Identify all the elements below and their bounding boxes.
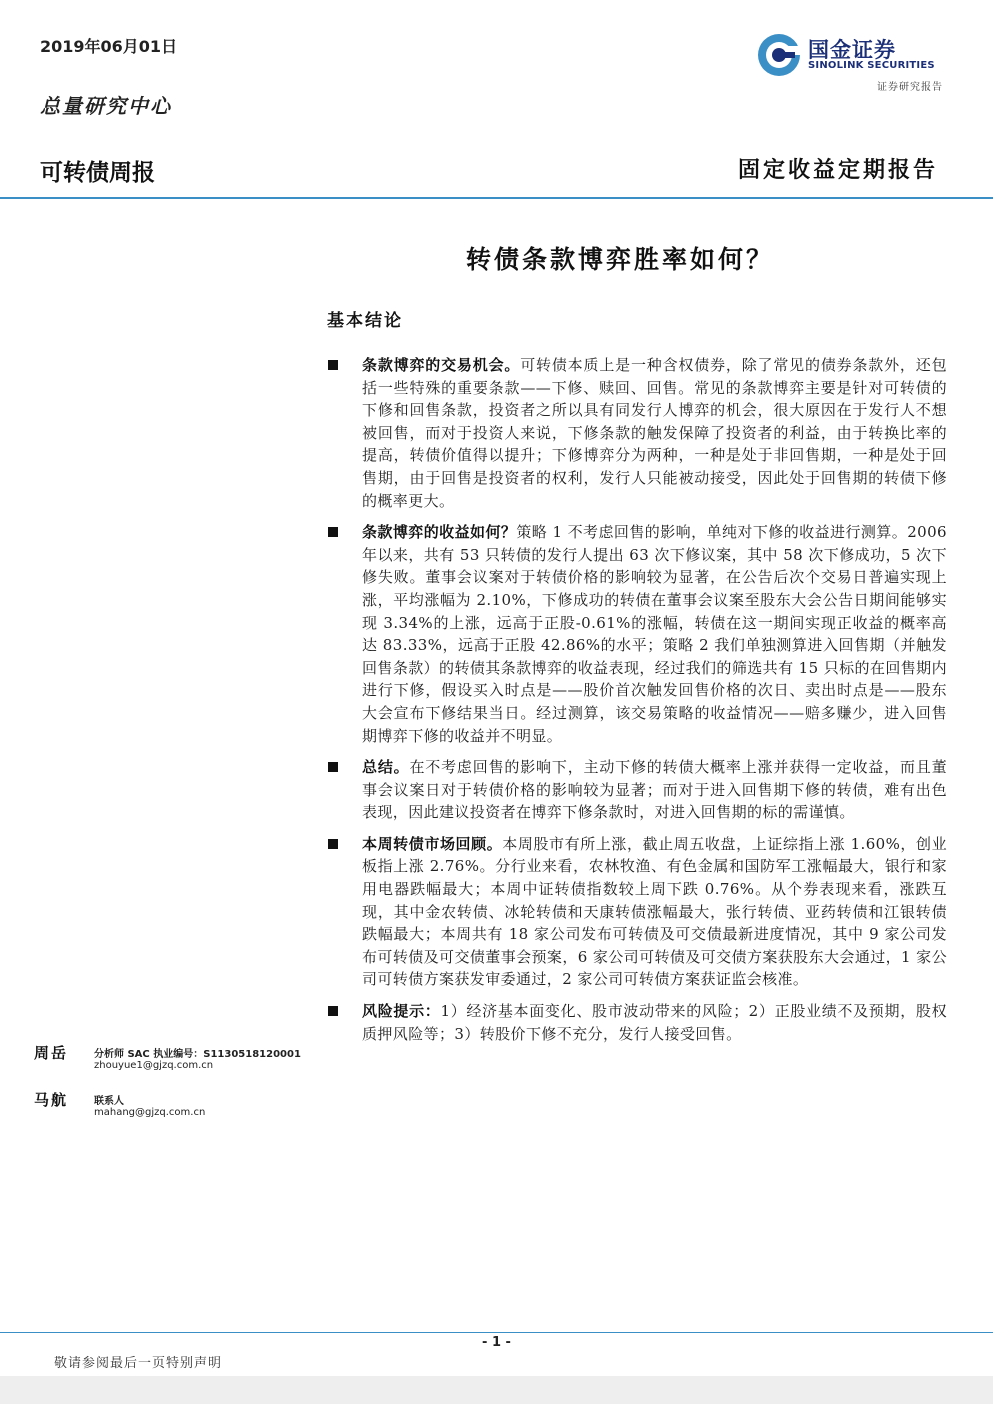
item-text: 1）经济基本面变化、股市波动带来的风险；2）正股业绩不及预期，股权质押风险等；3）转股价下修不充分，发行人接受回售。 <box>362 1002 947 1043</box>
square-bullet-icon <box>328 527 338 537</box>
logo-name-en: SINOLINK SECURITIES <box>808 60 935 71</box>
analyst-email[interactable]: mahang@gjzq.com.cn <box>94 1107 206 1118</box>
square-bullet-icon <box>328 839 338 849</box>
analyst-name: 马航 <box>34 1091 69 1109</box>
department-name: 总量研究中心 <box>40 94 172 118</box>
logo-name-cn: 国金证券 <box>808 38 896 62</box>
item-heading: 条款博弈的交易机会。 <box>362 356 521 374</box>
company-logo <box>756 30 946 80</box>
analyst-card <box>34 1042 314 1078</box>
conclusion-item <box>327 833 947 991</box>
disclaimer-text: 敬请参阅最后一页特别声明 <box>54 1356 223 1371</box>
conclusion-item <box>327 354 947 512</box>
conclusion-item <box>327 756 947 824</box>
conclusion-item <box>327 1000 947 1045</box>
analyst-card <box>34 1089 314 1125</box>
item-heading: 总结。 <box>362 758 410 777</box>
conclusion-item <box>327 521 947 747</box>
analyst-email[interactable]: zhouyue1@gjzq.com.cn <box>94 1060 214 1071</box>
section-title: 基本结论 <box>327 311 403 331</box>
sinolink-logo-icon <box>756 32 802 78</box>
item-text: 在不考虑回售的影响下，主动下修的转债大概率上涨并获得一定收益，而且董事会议案日对于转债价格的影响较为显著；而对于进入回售期下修的转债，难有出色表现，因此建议投资者在博弈下修条款时，对进入回售期的标的需谨慎。 <box>362 758 947 822</box>
analyst-role: 分析师 SAC 执业编号：S1130518120001 <box>94 1049 301 1060</box>
footer-band <box>0 1376 993 1404</box>
report-type: 可转债周报 <box>40 160 155 186</box>
square-bullet-icon <box>328 360 338 370</box>
item-heading: 条款博弈的收益如何？ <box>362 523 517 542</box>
conclusion-list <box>327 354 947 1054</box>
report-date: 2019年06月01日 <box>40 37 178 56</box>
page-number: - 1 - <box>482 1335 511 1350</box>
logo-subtitle: 证券研究报告 <box>877 82 943 93</box>
report-title: 转债条款博弈胜率如何？ <box>465 245 774 274</box>
square-bullet-icon <box>328 762 338 772</box>
item-heading: 本周转债市场回顾。 <box>362 834 503 853</box>
item-text: 本周股市有所上涨，截止周五收盘，上证综指上涨 1.60%，创业板指上涨 2.76%。分行业来看，农林牧渔、有色金属和国防军工涨幅最大，银行和家用电器跌幅最大；本周中证转债指数较上周下跌 0.76%。从个券表现来看，涨跌互现，其中金农转债、冰轮转债和天康转债涨幅最大，张行转债、亚药转债和江银转债跌幅最大；本周共有 18 家公司发布可转债及可交债最新进度情况，其中 9 家公司发布可转债及可交债董事会预案，6 家公司可转债及可交债方案获股东大会通过，1 家公司可转债方案获发审委通过，2 家公司可转债方案获证监会核准。 <box>362 834 947 989</box>
report-category: 固定收益定期报告 <box>737 157 938 183</box>
analyst-role: 联系人 <box>94 1096 124 1107</box>
footer-divider <box>0 1332 993 1333</box>
square-bullet-icon <box>328 1006 338 1016</box>
analyst-name: 周岳 <box>34 1044 69 1062</box>
item-text: 可转债本质上是一种含权债券，除了常见的债券条款外，还包括一些特殊的重要条款——下修、赎回、回售。常见的条款博弈主要是针对可转债的下修和回售条款，投资者之所以具有同发行人博弈的机会，很大原因在于发行人不想被回售，而对于投资人来说，下修条款的触发保障了投资者的利益，由于转换比率的提高，转债价值得以提升；下修博弈分为两种，一种是处于非回售期，一种是处于回售期，由于回售是投资者的权利，发行人只能被动接受，因此处于回售期的转债下修的概率更大。 <box>362 356 947 510</box>
item-text: 策略 1 不考虑回售的影响，单纯对下修的收益进行测算。2006 年以来，共有 53 只转债的发行人提出 63 次下修议案，其中 58 次下修成功，5 次下修失败。董事会议案对于转债价格的影响较为显著，在公告后次个交易日普遍实现上涨，平均涨幅为 2.10%，下修成功的转债在董事会议案至股东大会公告日期间能够实现 3.34%的上涨，远高于正股-0.61%的涨幅，转债在这一期间实现正收益的概率高达 83.33%，远高于正股 42.86%的水平；策略 2 我们单独测算进入回售期（并触发回售条款）的转债其条款博弈的收益表现，经过我们的筛选共有 15 只标的在回售期内进行下修，假设买入时点是——股价首次触发回售价格的次日、卖出时点是——股东大会宣布下修结果当日。经过测算，该交易策略的收益情况——赔多赚少，进入回售期博弈下修的收益并不明显。 <box>362 523 947 745</box>
header-divider <box>0 197 993 199</box>
item-heading: 风险提示： <box>362 1002 441 1021</box>
